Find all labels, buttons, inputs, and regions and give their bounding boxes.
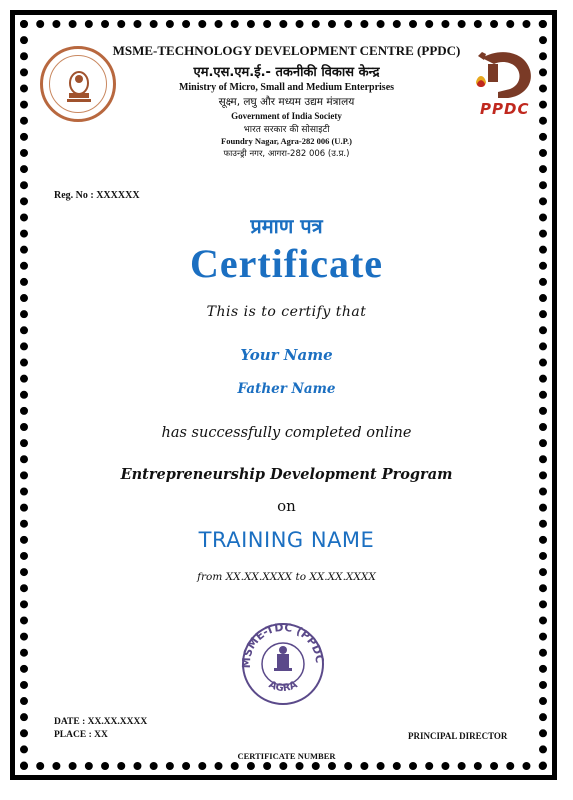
certificate-title-hi: प्रमाण पत्र	[250, 214, 323, 238]
society-hi: भारत सरकार की सोसाइटी	[243, 125, 330, 135]
reg-number: Reg. No : XXXXXX	[54, 190, 140, 201]
principal-director: PRINCIPAL DIRECTOR	[408, 731, 508, 741]
place-label: PLACE : XX	[54, 730, 108, 740]
recipient-name: Your Name	[240, 346, 333, 364]
centre-title-en: MSME-TECHNOLOGY DEVELOPMENT CENTRE (PPDC)	[112, 43, 461, 58]
address-hi: फाउन्ड्री नगर, आगरा-282 006 (उ.प्र.)	[223, 149, 350, 159]
certificate-title-en: Certificate	[189, 241, 384, 286]
centre-title-hi: एम.एस.एम.ई.- तकनीकी विकास केन्द्र	[193, 65, 380, 80]
ministry-en: Ministry of Micro, Small and Medium Enterprises	[178, 82, 395, 93]
stamp-text-bottom: AGRA	[266, 679, 300, 695]
father-name: Father Name	[237, 381, 336, 397]
stamp-text-top: MSME-TDC (PPDC	[239, 620, 327, 669]
program-name: Entrepreneurship Development Program	[120, 466, 453, 483]
on-word: on	[277, 497, 296, 515]
certify-line: This is to certify that	[206, 304, 367, 320]
address-en: Foundry Nagar, Agra-282 006 (U.P.)	[221, 136, 352, 146]
official-stamp	[228, 612, 338, 708]
stamp-icon	[228, 612, 338, 708]
ministry-hi: सूक्ष्म, लघु और मध्यम उद्यम मंत्रालय	[218, 96, 355, 108]
date-label: DATE : XX.XX.XXXX	[54, 717, 148, 727]
certificate-number-label: CERTIFICATE NUMBER	[237, 751, 336, 761]
completed-line: has successfully completed online	[161, 425, 412, 441]
society-en: Government of India Society	[231, 111, 342, 121]
svg-text:AGRA	[267, 679, 300, 694]
date-range: from XX.XX.XXXX to XX.XX.XXXX	[197, 571, 376, 583]
training-name: TRAINING NAME	[198, 528, 375, 552]
ppdc-logo-text: PPDC	[480, 100, 530, 118]
